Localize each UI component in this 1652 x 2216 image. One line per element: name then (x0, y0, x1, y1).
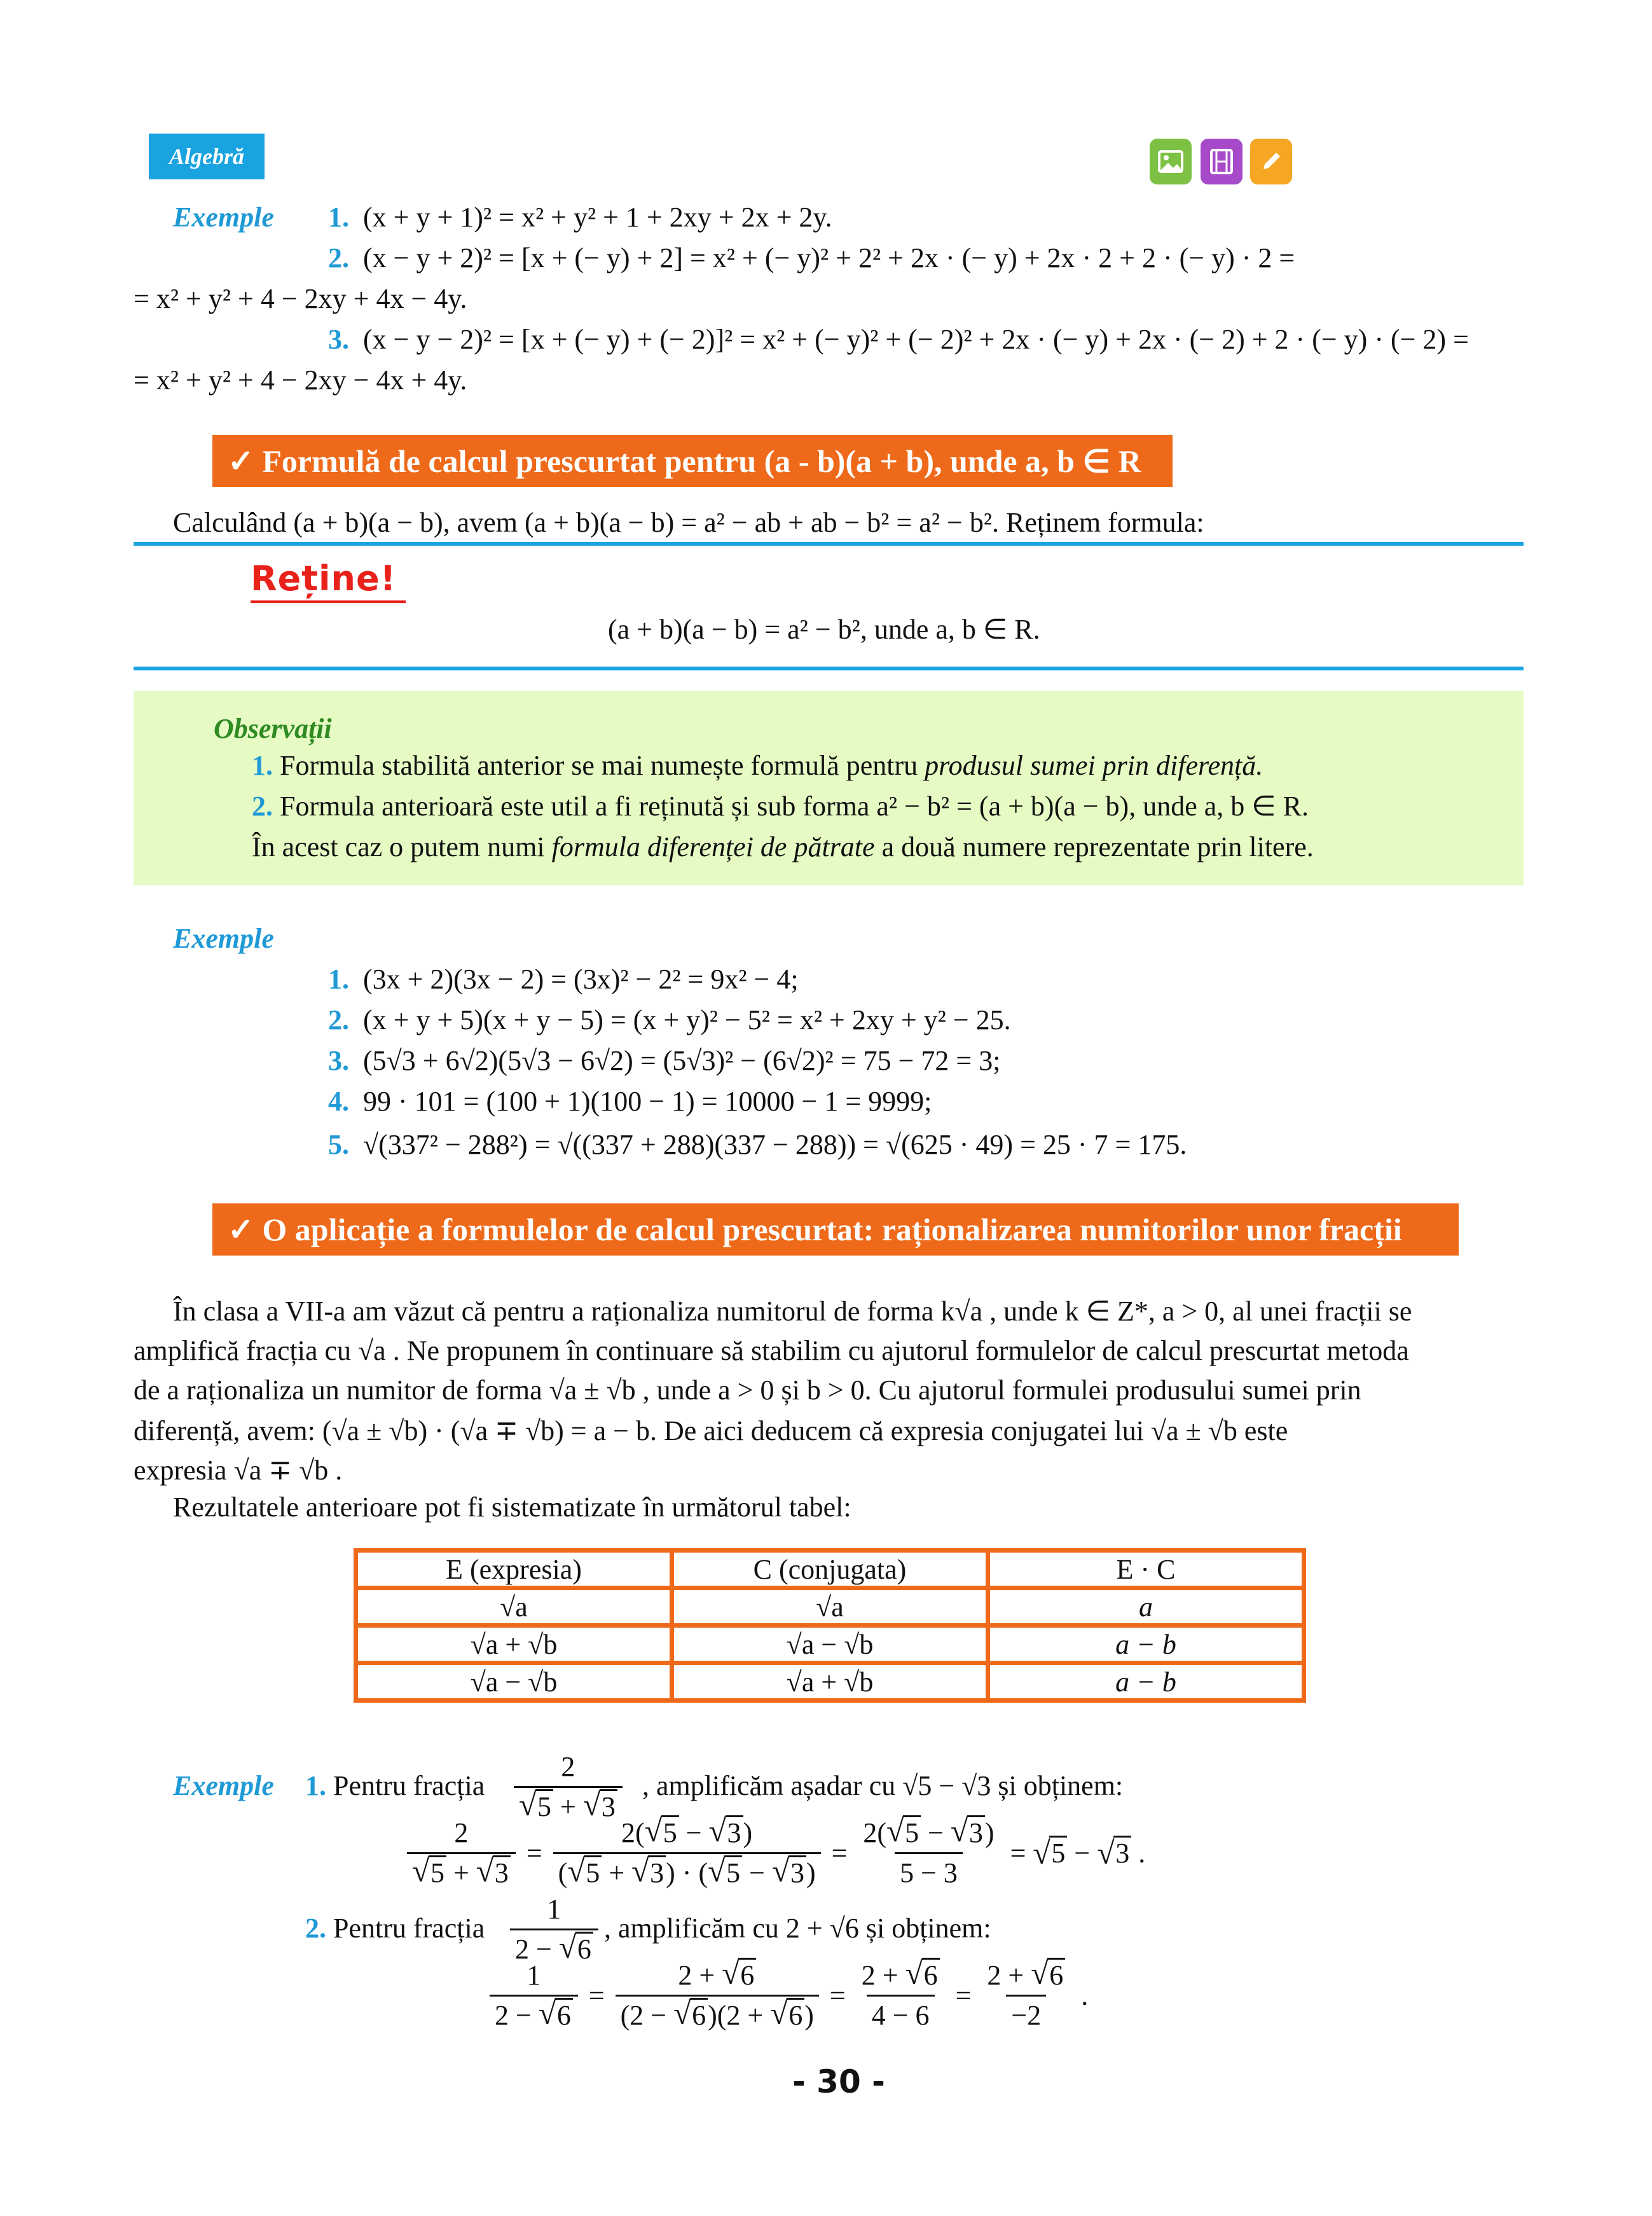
example3-1-rest: , amplificăm așadar cu √5 − √3 și obținem: (642, 1770, 1124, 1801)
table-cell: a (988, 1588, 1304, 1626)
table-cell: √a (672, 1588, 988, 1626)
observation-2: 2. Formula anterioară este util a fi reținută și sub forma a² − b² = (a + b)(a − b), unde a, b ∈ R. (252, 791, 1309, 822)
examples-label-1: Exemple (173, 202, 274, 233)
table-cell: √a + √b (356, 1626, 672, 1663)
calc-line: Calculând (a + b)(a − b), avem (a + b)(a − b) = a² − ab + ab − b² = a² − b². Reținem formula: (173, 507, 1204, 538)
example3-line: 3. (x − y − 2)² = [x + (− y) + (− 2)]² = x² + (− y)² + (− 2)² + 2x · (− y) + 2x · (− 2) + 2 · (− y) · (− 2) = (328, 324, 1469, 355)
example2-2: 2. (x + y + 5)(x + y − 5) = (x + y)² − 5² = x² + 2xy + y² − 25. (328, 1004, 1011, 1035)
divider-top (134, 542, 1524, 546)
table-row (356, 1626, 1304, 1663)
table-cell: √a + √b (672, 1663, 988, 1701)
pencil-icon[interactable] (1250, 139, 1292, 184)
divider-bottom (134, 667, 1524, 670)
section-heading-difference-product: ✓ Formulă de calcul prescurtat pentru (a - b)(a + b), unde a, b ∈ R (212, 435, 1173, 487)
retine-label: Reține! (251, 558, 397, 599)
film-icon[interactable] (1201, 139, 1242, 184)
example2-4: 4. 99 · 101 = (100 + 1)(100 − 1) = 10000 − 1 = 9999; (328, 1086, 932, 1117)
table-cell: a − b (988, 1663, 1304, 1701)
observations-label: Observații (214, 713, 332, 744)
paragraph-line-4: diferență, avem: (√a ± √b) · (√a ∓ √b) = a − b. De aici deducem că expresia conjugatei lui √a ± √b este (134, 1415, 1288, 1446)
example1-line: 1. (x + y + 1)² = x² + y² + 1 + 2xy + 2x + 2y. (328, 202, 832, 233)
paragraph-line-1: În clasa a VII-a am văzut că pentru a raționaliza numitorul de forma k√a , unde k ∈ Z*, a > 0, al unei fracții se (173, 1296, 1412, 1327)
examples-label-3: Exemple (173, 1770, 274, 1801)
paragraph-line-2: amplifică fracția cu √a . Ne propunem în continuare să stabilim cu ajutorul formulelor de calcul prescurtat metoda (134, 1335, 1409, 1366)
example3-line-b: = x² + y² + 4 − 2xy − 4x + 4y. (134, 364, 467, 396)
table-header-row (356, 1551, 1304, 1588)
retine-underline (251, 600, 406, 603)
table-row (356, 1588, 1304, 1626)
chapter-tag: Algebră (149, 134, 265, 179)
table-cell: √a − √b (672, 1626, 988, 1663)
table-row (356, 1663, 1304, 1701)
retine-formula: (a + b)(a − b) = a² − b², unde a, b ∈ R. (608, 614, 1040, 645)
image-icon[interactable] (1150, 139, 1192, 184)
example2-3: 3. (5√3 + 6√2)(5√3 − 6√2) = (5√3)² − (6√2)² = 75 − 72 = 3; (328, 1045, 1001, 1076)
fraction-1-over-2-minus-sqrt6: $\frac{1}{2 - √ 6}$ (506, 1890, 602, 1969)
example2-line-b: = x² + y² + 4 − 2xy + 4x − 4y. (134, 283, 467, 314)
example3-2-intro: 2. Pentru fracția (305, 1913, 485, 1944)
example2-1: 1. (3x + 2)(3x − 2) = (3x)² − 2² = 9x² − 4; (328, 964, 799, 995)
conjugate-table (354, 1548, 1306, 1703)
table-cell: √a − √b (356, 1663, 672, 1701)
page-number: - 30 - (792, 2063, 885, 2100)
table-header-cell: C (conjugata) (672, 1551, 988, 1588)
examples-label-2: Exemple (173, 923, 274, 954)
example2-5: 5. √(337² − 288²) = √((337 + 288)(337 − 288)) = √(625 · 49) = 25 · 7 = 175. (328, 1129, 1187, 1160)
example2-line: 2. (x − y + 2)² = [x + (− y) + 2] = x² + (− y)² + 2² + 2x · (− y) + 2x · 2 + 2 · (− y) · 2 = (328, 242, 1295, 274)
example3-1-derivation: 2 √ 5 + √ 3 = $\frac{2(√ 5 - √ 3)}{(√ 5 + √ 3) \cdot (√ 5 - √ 3)}$ = $\frac{2(√ 5 - √ 3)}{5 - 3}$ = √ 5 − √ 3 . (403, 1814, 1145, 1892)
observation-1: 1. Formula stabilită anterior se mai numește formulă pentru produsul sumei prin diferență. (252, 750, 1263, 781)
fraction-2-over-sqrt5-plus-sqrt3: 2 √ 5 + √ 3 (510, 1748, 626, 1826)
example3-2-derivation: $\frac{1}{2 - √ 6}$ = $\frac{2 + √ 6}{(2 - √ 6)(2 + √ 6)}$ = $\frac{2 + √ 6}{4 - 6}$ = $\frac{2 + √ 6}{-2}$ . (486, 1956, 1088, 2035)
paragraph-line-5: expresia √a ∓ √b . (134, 1455, 343, 1486)
table-intro: Rezultatele anterioare pot fi sistematizate în următorul tabel: (173, 1492, 851, 1523)
table-cell: √a (356, 1588, 672, 1626)
table-header-cell: E (expresia) (356, 1551, 672, 1588)
paragraph-line-3: de a raționaliza un numitor de forma √a ± √b , unde a > 0 și b > 0. Cu ajutorul formulei produsului sumei prin (134, 1375, 1361, 1406)
table-header-cell: E · C (988, 1551, 1304, 1588)
example3-1-intro: 1. Pentru fracția (305, 1770, 485, 1801)
table-cell: a − b (988, 1626, 1304, 1663)
observation-3: În acest caz o putem numi formula diferenței de pătrate a două numere reprezentate prin litere. (252, 831, 1314, 862)
example3-2-rest: , amplificăm cu 2 + √6 și obținem: (604, 1913, 991, 1944)
section-heading-rationalization: ✓ O aplicație a formulelor de calcul prescurtat: raționalizarea numitorilor unor fracții (212, 1203, 1459, 1256)
